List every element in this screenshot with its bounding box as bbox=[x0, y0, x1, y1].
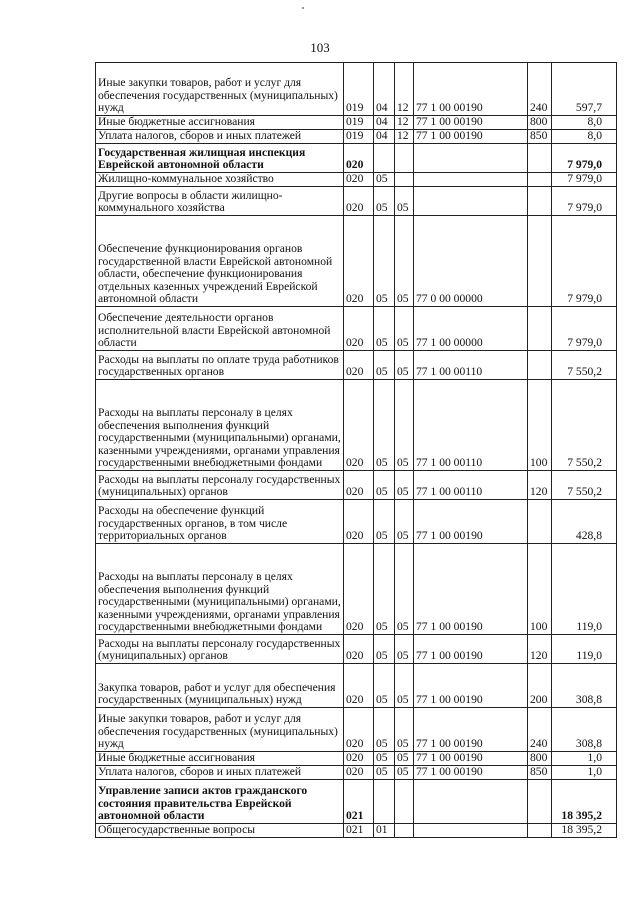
row-amount: 7 550,2 bbox=[552, 380, 617, 471]
table-row bbox=[96, 471, 617, 500]
row-target-code: 77 1 00 00190 bbox=[414, 500, 528, 544]
row-dept-code: 020 bbox=[344, 766, 374, 780]
row-subsection-code: 05 bbox=[395, 766, 414, 780]
row-amount: 7 979,0 bbox=[552, 187, 617, 216]
row-dept-code: 020 bbox=[344, 544, 374, 635]
page-number: 103 bbox=[310, 40, 330, 55]
row-target-code: 77 1 00 00190 bbox=[414, 544, 528, 635]
table-row bbox=[96, 780, 617, 824]
row-subsection-code: 05 bbox=[395, 500, 414, 544]
row-target-code bbox=[414, 824, 528, 838]
row-target-code bbox=[414, 173, 528, 187]
row-name: Иные бюджетные ассигнования bbox=[96, 752, 344, 766]
row-expense-type-code bbox=[528, 216, 552, 307]
row-expense-type-code: 850 bbox=[528, 766, 552, 780]
row-dept-code: 020 bbox=[344, 664, 374, 708]
row-expense-type-code bbox=[528, 307, 552, 351]
row-expense-type-code: 800 bbox=[528, 116, 552, 130]
table-row bbox=[96, 351, 617, 380]
row-section-code: 05 bbox=[374, 307, 395, 351]
row-expense-type-code bbox=[528, 500, 552, 544]
row-dept-code: 020 bbox=[344, 471, 374, 500]
row-name: Расходы на выплаты по оплате труда работников государственных органов bbox=[96, 351, 344, 380]
scan-speck bbox=[302, 7, 304, 9]
row-subsection-code: 05 bbox=[395, 380, 414, 471]
row-amount: 7 550,2 bbox=[552, 351, 617, 380]
table-row bbox=[96, 664, 617, 708]
row-section-code: 05 bbox=[374, 708, 395, 752]
table-row bbox=[96, 173, 617, 187]
row-section-code: 01 bbox=[374, 824, 395, 838]
row-target-code: 77 1 00 00190 bbox=[414, 708, 528, 752]
row-target-code bbox=[414, 780, 528, 824]
table-row bbox=[96, 116, 617, 130]
row-target-code: 77 1 00 00190 bbox=[414, 766, 528, 780]
row-name: Иные закупки товаров, работ и услуг для обеспечения государственных (муниципальных) нужд bbox=[96, 708, 344, 752]
table-row bbox=[96, 635, 617, 664]
row-expense-type-code: 800 bbox=[528, 752, 552, 766]
row-expense-type-code bbox=[528, 780, 552, 824]
row-name: Обеспечение функционирования органов государственной власти Еврейской автономной области, обеспечение функционирования отдельных казенных учреждений Еврейской автономной области bbox=[96, 216, 344, 307]
table-row bbox=[96, 63, 617, 116]
row-expense-type-code: 240 bbox=[528, 708, 552, 752]
row-section-code: 05 bbox=[374, 216, 395, 307]
row-subsection-code bbox=[395, 780, 414, 824]
row-name: Общегосударственные вопросы bbox=[96, 824, 344, 838]
budget-table-body bbox=[96, 63, 617, 838]
row-target-code: 77 1 00 00190 bbox=[414, 116, 528, 130]
table-row bbox=[96, 187, 617, 216]
row-section-code: 05 bbox=[374, 752, 395, 766]
row-dept-code: 020 bbox=[344, 144, 374, 173]
row-name: Расходы на выплаты персоналу государственных (муниципальных) органов bbox=[96, 635, 344, 664]
row-target-code: 77 0 00 00000 bbox=[414, 216, 528, 307]
row-expense-type-code: 100 bbox=[528, 544, 552, 635]
row-name: Иные бюджетные ассигнования bbox=[96, 116, 344, 130]
row-name: Расходы на выплаты персоналу в целях обеспечения выполнения функций государственными (муниципальными) органами, казенными учреждениями, органами управления государственными внебюджетными фондами bbox=[96, 544, 344, 635]
row-section-code: 04 bbox=[374, 130, 395, 144]
row-expense-type-code bbox=[528, 351, 552, 380]
row-dept-code: 020 bbox=[344, 173, 374, 187]
row-dept-code: 020 bbox=[344, 500, 374, 544]
row-dept-code: 020 bbox=[344, 307, 374, 351]
row-section-code: 04 bbox=[374, 63, 395, 116]
row-amount: 119,0 bbox=[552, 544, 617, 635]
row-subsection-code: 05 bbox=[395, 544, 414, 635]
row-subsection-code: 05 bbox=[395, 752, 414, 766]
row-name: Управление записи актов гражданского состояния правительства Еврейской автономной области bbox=[96, 780, 344, 824]
row-target-code: 77 1 00 00000 bbox=[414, 307, 528, 351]
row-expense-type-code bbox=[528, 187, 552, 216]
row-name: Уплата налогов, сборов и иных платежей bbox=[96, 766, 344, 780]
row-subsection-code: 05 bbox=[395, 664, 414, 708]
row-section-code: 05 bbox=[374, 766, 395, 780]
row-section-code: 05 bbox=[374, 173, 395, 187]
row-amount: 7 550,2 bbox=[552, 471, 617, 500]
budget-table bbox=[95, 62, 617, 838]
row-amount: 308,8 bbox=[552, 708, 617, 752]
row-amount: 597,7 bbox=[552, 63, 617, 116]
row-dept-code: 021 bbox=[344, 824, 374, 838]
table-row bbox=[96, 216, 617, 307]
row-dept-code: 019 bbox=[344, 130, 374, 144]
row-dept-code: 019 bbox=[344, 116, 374, 130]
row-expense-type-code: 120 bbox=[528, 635, 552, 664]
row-target-code: 77 1 00 00110 bbox=[414, 380, 528, 471]
row-section-code: 05 bbox=[374, 187, 395, 216]
row-dept-code: 020 bbox=[344, 216, 374, 307]
row-target-code bbox=[414, 187, 528, 216]
row-amount: 18 395,2 bbox=[552, 824, 617, 838]
row-section-code: 04 bbox=[374, 116, 395, 130]
row-section-code: 05 bbox=[374, 500, 395, 544]
row-target-code: 77 1 00 00190 bbox=[414, 63, 528, 116]
row-name: Иные закупки товаров, работ и услуг для обеспечения государственных (муниципальных) нужд bbox=[96, 63, 344, 116]
row-subsection-code bbox=[395, 173, 414, 187]
row-amount: 1,0 bbox=[552, 752, 617, 766]
row-subsection-code: 12 bbox=[395, 116, 414, 130]
row-subsection-code: 05 bbox=[395, 216, 414, 307]
row-expense-type-code bbox=[528, 824, 552, 838]
row-section-code: 05 bbox=[374, 351, 395, 380]
row-amount: 7 979,0 bbox=[552, 307, 617, 351]
row-amount: 7 979,0 bbox=[552, 216, 617, 307]
row-dept-code: 021 bbox=[344, 780, 374, 824]
row-subsection-code bbox=[395, 824, 414, 838]
table-row bbox=[96, 766, 617, 780]
row-amount: 428,8 bbox=[552, 500, 617, 544]
row-target-code bbox=[414, 144, 528, 173]
row-name: Государственная жилищная инспекция Еврейской автономной области bbox=[96, 144, 344, 173]
row-expense-type-code: 100 bbox=[528, 380, 552, 471]
row-amount: 308,8 bbox=[552, 664, 617, 708]
row-amount: 8,0 bbox=[552, 130, 617, 144]
row-amount: 18 395,2 bbox=[552, 780, 617, 824]
row-expense-type-code bbox=[528, 173, 552, 187]
row-subsection-code: 12 bbox=[395, 130, 414, 144]
row-target-code: 77 1 00 00190 bbox=[414, 664, 528, 708]
row-expense-type-code bbox=[528, 144, 552, 173]
row-expense-type-code: 240 bbox=[528, 63, 552, 116]
row-section-code: 05 bbox=[374, 380, 395, 471]
row-section-code bbox=[374, 780, 395, 824]
row-expense-type-code: 200 bbox=[528, 664, 552, 708]
row-target-code: 77 1 00 00190 bbox=[414, 635, 528, 664]
row-target-code: 77 1 00 00110 bbox=[414, 471, 528, 500]
row-target-code: 77 1 00 00190 bbox=[414, 752, 528, 766]
table-row bbox=[96, 130, 617, 144]
row-expense-type-code: 850 bbox=[528, 130, 552, 144]
row-target-code: 77 1 00 00190 bbox=[414, 130, 528, 144]
row-dept-code: 020 bbox=[344, 752, 374, 766]
row-amount: 7 979,0 bbox=[552, 144, 617, 173]
row-name: Жилищно-коммунальное хозяйство bbox=[96, 173, 344, 187]
row-subsection-code: 05 bbox=[395, 708, 414, 752]
row-name: Расходы на обеспечение функций государственных органов, в том числе территориальных органов bbox=[96, 500, 344, 544]
row-dept-code: 020 bbox=[344, 187, 374, 216]
row-name: Уплата налогов, сборов и иных платежей bbox=[96, 130, 344, 144]
row-section-code: 05 bbox=[374, 544, 395, 635]
row-subsection-code: 05 bbox=[395, 471, 414, 500]
table-row bbox=[96, 500, 617, 544]
row-expense-type-code: 120 bbox=[528, 471, 552, 500]
row-section-code: 05 bbox=[374, 471, 395, 500]
row-name: Закупка товаров, работ и услуг для обеспечения государственных (муниципальных) нужд bbox=[96, 664, 344, 708]
table-row bbox=[96, 544, 617, 635]
row-subsection-code: 05 bbox=[395, 307, 414, 351]
row-subsection-code bbox=[395, 144, 414, 173]
table-row bbox=[96, 752, 617, 766]
row-subsection-code: 05 bbox=[395, 187, 414, 216]
row-dept-code: 020 bbox=[344, 380, 374, 471]
row-name: Расходы на выплаты персоналу государственных (муниципальных) органов bbox=[96, 471, 344, 500]
table-row bbox=[96, 708, 617, 752]
row-name: Расходы на выплаты персоналу в целях обеспечения выполнения функций государственными (муниципальными) органами, казенными учреждениями, органами управления государственными внебюджетными фондами bbox=[96, 380, 344, 471]
row-name: Обеспечение деятельности органов исполнительной власти Еврейской автономной области bbox=[96, 307, 344, 351]
row-amount: 8,0 bbox=[552, 116, 617, 130]
row-dept-code: 019 bbox=[344, 63, 374, 116]
table-row bbox=[96, 307, 617, 351]
row-amount: 7 979,0 bbox=[552, 173, 617, 187]
row-amount: 1,0 bbox=[552, 766, 617, 780]
row-name: Другие вопросы в области жилищно-коммунального хозяйства bbox=[96, 187, 344, 216]
row-amount: 119,0 bbox=[552, 635, 617, 664]
row-dept-code: 020 bbox=[344, 351, 374, 380]
table-row bbox=[96, 824, 617, 838]
row-section-code bbox=[374, 144, 395, 173]
row-dept-code: 020 bbox=[344, 635, 374, 664]
row-dept-code: 020 bbox=[344, 708, 374, 752]
row-subsection-code: 05 bbox=[395, 351, 414, 380]
row-subsection-code: 05 bbox=[395, 635, 414, 664]
row-target-code: 77 1 00 00110 bbox=[414, 351, 528, 380]
row-section-code: 05 bbox=[374, 664, 395, 708]
row-section-code: 05 bbox=[374, 635, 395, 664]
table-row bbox=[96, 380, 617, 471]
row-subsection-code: 12 bbox=[395, 63, 414, 116]
table-row bbox=[96, 144, 617, 173]
